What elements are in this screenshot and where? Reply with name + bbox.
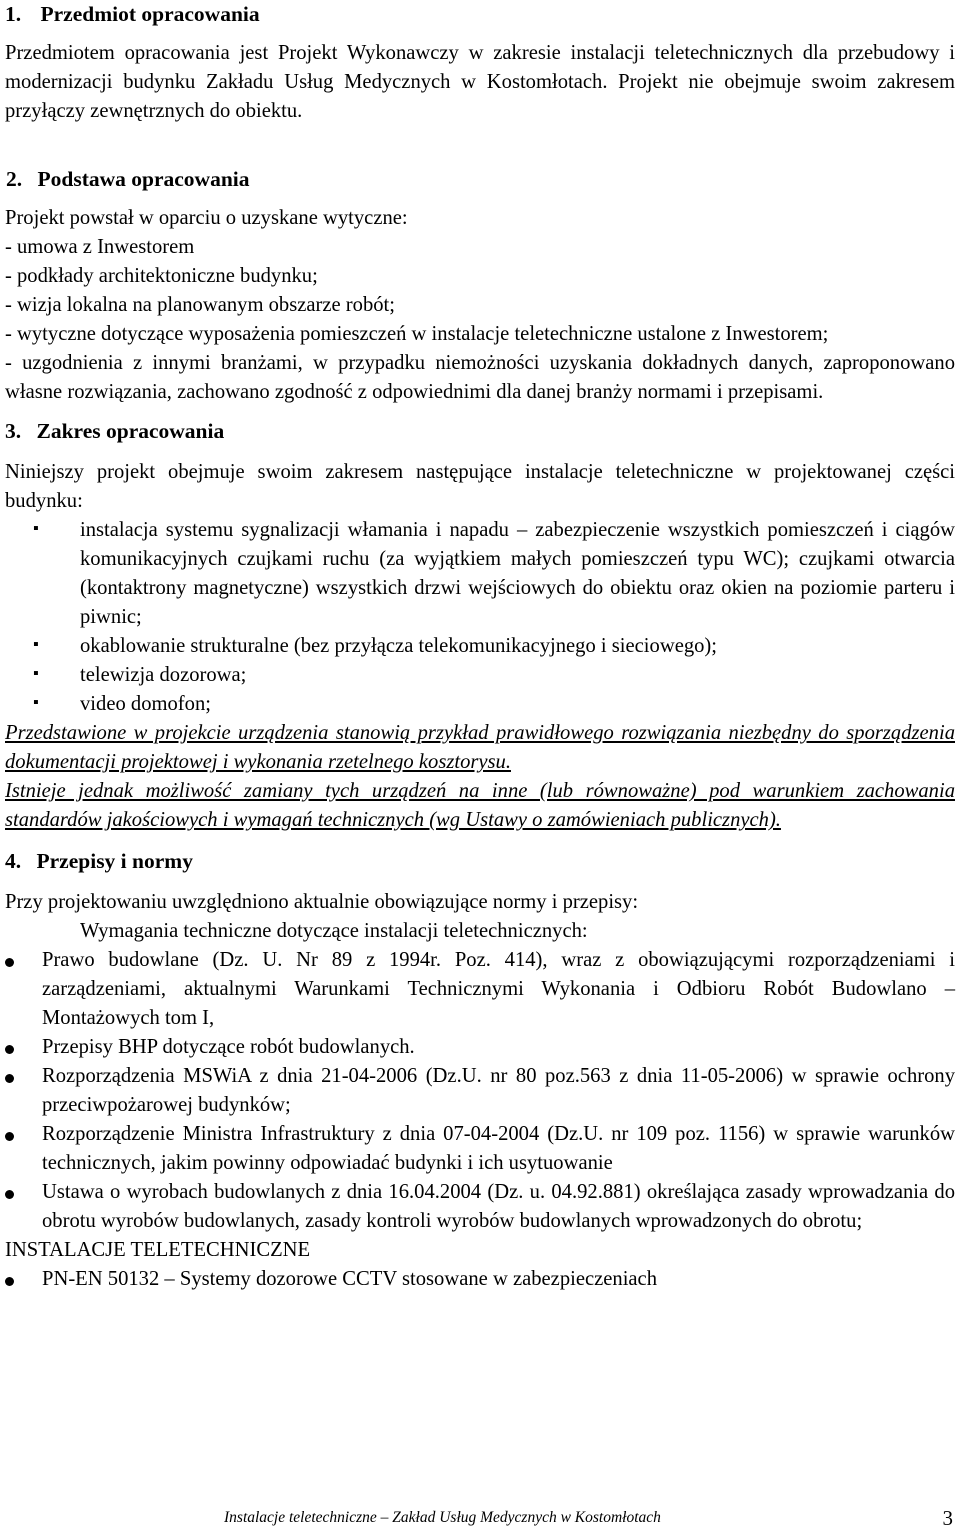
page-footer	[0, 1500, 955, 1533]
list-item: ▪ telewizja dozorowa;	[33, 664, 247, 686]
section-1-title: Przedmiot opracowania	[40, 2, 260, 26]
bullet-dot-icon	[5, 1132, 14, 1141]
list-item: ▪ okablowanie strukturalne (bez przyłącza telekomunikacyjnego i sieciowego);	[33, 635, 718, 657]
section-4-list	[5, 946, 955, 1236]
section-1-number: 1.	[5, 2, 22, 26]
list-item: ▪ video domofon;	[33, 693, 211, 715]
list-item: PN-EN 50132 – Systemy dozorowe CCTV stosowane w zabezpieczeniach	[5, 1265, 955, 1294]
section-1-text: Przedmiotem opracowania jest Projekt Wykonawczy w zakresie instalacji teletechnicznych dla przebudowy i modernizacji budynku Zakładu Usług Medycznych w Kostomłotach. Projekt nie obejmuje swoim zakresem przyłączy zewnętrznych do obiektu.	[5, 42, 955, 122]
bullet-dot-icon	[5, 1074, 14, 1083]
section-4-intro: Przy projektowaniu uwzględniono aktualnie obowiązujące normy i przepisy:	[5, 891, 639, 913]
section-3-list	[5, 516, 955, 719]
section-2-line: Projekt powstał w oparciu o uzyskane wytyczne:	[5, 207, 408, 229]
section-2-number: 2.	[6, 167, 23, 191]
section-2-line: - uzgodnienia z innymi branżami, w przypadku niemożności uzyskania dokładnych danych, zaproponowano własne rozwiązania, zachowano zgodność z odpowiednimi dla danej branży normami i przepisami.	[5, 352, 955, 403]
list-item: Przepisy BHP dotyczące robót budowlanych.	[5, 1033, 955, 1062]
square-bullet-icon: ▪	[33, 665, 39, 682]
section-3-number: 3.	[5, 419, 22, 443]
section-3-intro: Niniejszy projekt obejmuje swoim zakresem następujące instalacje teletechniczne w projektowanej części budynku:	[5, 461, 955, 512]
section-4-list-2	[5, 1265, 955, 1294]
section-4-heading	[5, 847, 955, 876]
bullet-dot-icon	[5, 958, 14, 967]
bullet-dot-icon	[5, 1045, 14, 1054]
list-item: Ustawa o wyrobach budowlanych z dnia 16.04.2004 (Dz. u. 04.92.881) określająca zasady wprowadzania do obrotu wyrobów budowlanych, zasady kontroli wyrobów budowlanych wprowadzonych do obrotu;	[5, 1178, 955, 1236]
square-bullet-icon: ▪	[33, 694, 39, 711]
section-2-line: - podkłady architektoniczne budynku;	[5, 265, 318, 287]
section-2-line: - wytyczne dotyczące wyposażenia pomieszczeń w instalacje teletechniczne ustalone z Inwestorem;	[5, 323, 829, 345]
list-item: Rozporządzenie Ministra Infrastruktury z dnia 07-04-2004 (Dz.U. nr 109 poz. 1156) w sprawie warunków technicznych, jakim powinny odpowiadać budynki i ich usytuowanie	[5, 1120, 955, 1178]
bullet-dot-icon	[5, 1277, 14, 1286]
bullet-dot-icon	[5, 1190, 14, 1199]
section-3-note: Istnieje jednak możliwość zamiany tych urządzeń na inne (lub równoważne) pod warunkiem zachowania standardów jakościowych i wymagań technicznych (wg Ustawy o zamówieniach publicznych).	[5, 780, 955, 831]
square-bullet-icon: ▪	[33, 636, 39, 653]
list-item: Prawo budowlane (Dz. U. Nr 89 z 1994r. Poz. 414), wraz z obowiązującymi rozporządzeniami i zarządzeniami, aktualnymi Warunkami Technicznymi Wykonania i Odbioru Robót Budowlano – Montażowych tom I,	[5, 946, 955, 1033]
section-4-number: 4.	[5, 849, 22, 873]
section-3-title: Zakres opracowania	[36, 419, 225, 443]
square-bullet-icon: ▪	[33, 520, 39, 537]
section-4-subheading-2: INSTALACJE TELETECHNICZNE	[5, 1239, 311, 1261]
section-2-line: - umowa z Inwestorem	[5, 236, 195, 258]
section-4-subheading: Wymagania techniczne dotyczące instalacji teletechnicznych:	[80, 920, 588, 942]
section-2-title: Podstawa opracowania	[37, 167, 250, 191]
section-2-heading	[5, 165, 955, 194]
section-1-heading	[5, 0, 955, 29]
footer-text: Instalacje teletechniczne – Zakład Usług Medycznych w Kostomłotach	[224, 1509, 661, 1526]
section-3-heading	[5, 417, 955, 446]
page-number: 3	[942, 1506, 953, 1530]
section-3-note: Przedstawione w projekcie urządzenia stanowią przykład prawidłowego rozwiązania niezbędny do sporządzenia dokumentacji projektowej i wykonania rzetelnego kosztorysu.	[5, 722, 955, 773]
section-2-line: - wizja lokalna na planowanym obszarze robót;	[5, 294, 395, 316]
document-page	[5, 0, 955, 1294]
list-item: Rozporządzenia MSWiA z dnia 21-04-2006 (Dz.U. nr 80 poz.563 z dnia 11-05-2006) w sprawie ochrony przeciwpożarowej budynków;	[5, 1062, 955, 1120]
list-item: ▪ instalacja systemu sygnalizacji włamania i napadu – zabezpieczenie wszystkich pomieszczeń i ciągów komunikacyjnych czujkami ruchu (za wyjątkiem małych pomieszczeń typu WC); czujkami otwarcia (kontaktrony magnetyczne) wszystkich drzwi wejściowych do obiektu oraz okien na poziomie parteru i piwnic;	[33, 519, 955, 628]
section-4-title: Przepisy i normy	[36, 849, 193, 873]
